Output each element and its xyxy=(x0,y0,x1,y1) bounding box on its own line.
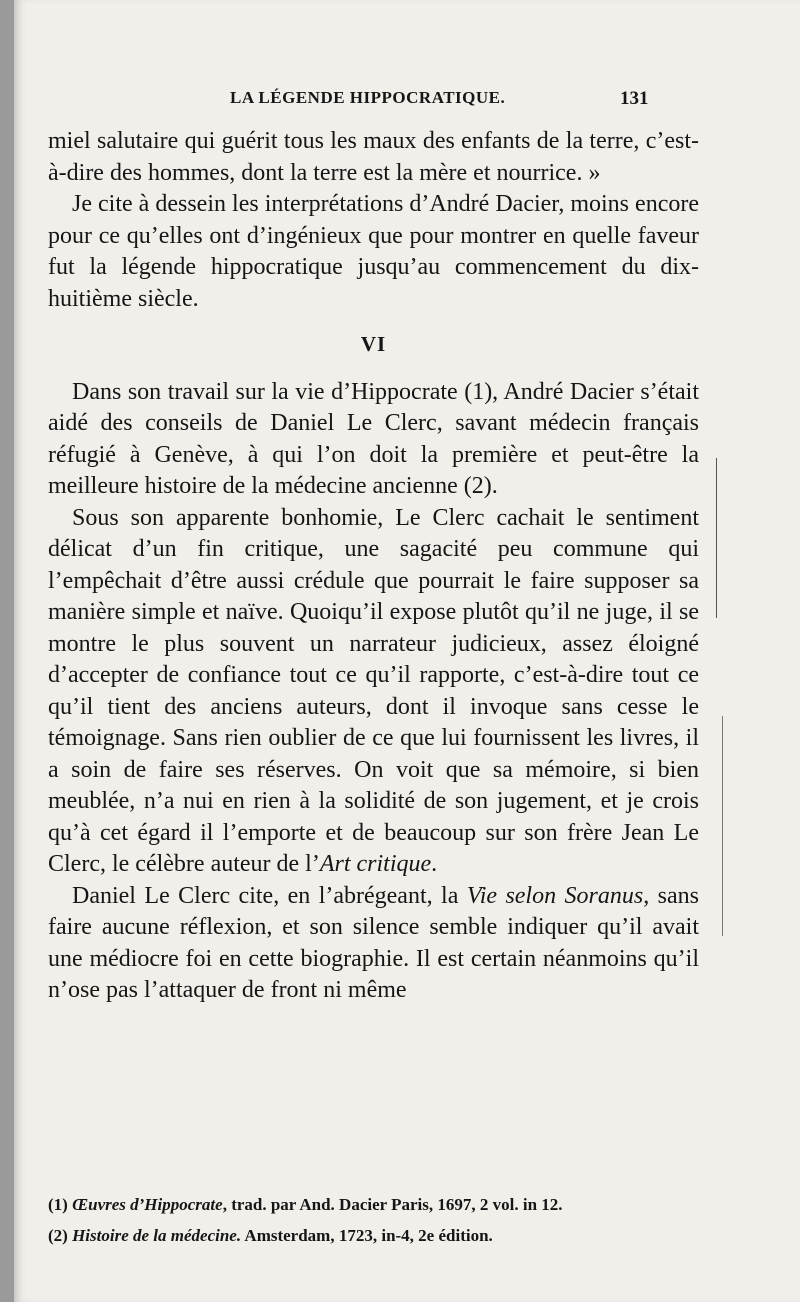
art-critique-title: Art critique xyxy=(319,851,432,877)
paragraph-5-rest: , sans faire aucune réflexion, et son silence semble indiquer qu’il avait une médiocre foi en cette biographie. Il est certain néanmoins qu’il n’ose pas l’attaquer de front ni même xyxy=(48,882,699,1003)
paragraph-5-start: Daniel Le Clerc cite, en l’abrégeant, la xyxy=(72,882,467,909)
vie-soranus-title: Vie selon Soranus xyxy=(466,882,644,909)
paragraph-4 xyxy=(48,503,699,881)
paragraph-2: Je cite à dessein les interprétations d’André Dacier, moins encore pour ce qu’elles ont d’ingénieux que pour montrer en quelle faveur fut la légende hippocratique jusqu’au commencement du dix-huitième siècle. xyxy=(48,191,699,312)
footnote-2 xyxy=(48,1223,699,1248)
page-header xyxy=(14,88,800,118)
footnote-1-rest: , trad. par And. Dacier Paris, 1697, 2 vol. in 12. xyxy=(222,1195,563,1214)
body-text xyxy=(48,126,699,1007)
period: . xyxy=(431,851,438,877)
page-number: 131 xyxy=(620,88,649,109)
footnote-2-title: Histoire de la médecine. xyxy=(72,1226,242,1245)
running-title: LA LÉGENDE HIPPOCRATIQUE. xyxy=(230,88,506,107)
paragraph-4-text: Sous son apparente bonhomie, Le Clerc cachait le sentiment délicat d’un fin critique, une sagacité peu commune qui l’empêchait d’être aussi crédule que pourrait le faire supposer sa manière simple et naïve. Quoiqu’il expose plutôt qu’il ne juge, il se montre le plus souvent un narrateur judicieux, assez éloigné d’accepter de confiance tout ce qu’il rapporte, c’est-à-dire tout ce qu’il tient des anciens auteurs, dont il invoque sans cesse le témoignage. Sans rien oublier de ce que lui fournissent les livres, il a soin de faire ses réserves. On voit que sa mémoire, si bien meublée, n’a nui en rien à la solidité de son jugement, et je crois qu’à cet égard il l’emporte et de beaucoup sur son frère Jean Le Clerc, le célèbre auteur de l’ xyxy=(48,504,699,877)
paragraph-5 xyxy=(48,881,699,1007)
margin-pencil-mark xyxy=(716,458,723,618)
paragraph-1: miel salutaire qui guérit tous les maux des enfants de la terre, c’est-à-dire des hommes, dont la terre est la mère et nourrice. » xyxy=(48,128,699,186)
footnote-2-marker: (2) xyxy=(48,1226,68,1245)
footnote-1-marker: (1) xyxy=(48,1195,68,1214)
footnotes xyxy=(48,1192,699,1254)
margin-pencil-mark-2 xyxy=(722,716,729,936)
book-page xyxy=(14,0,800,1302)
footnote-1 xyxy=(48,1192,699,1217)
paragraph-3: Dans son travail sur la vie d’Hippocrate (1), André Dacier s’était aidé des conseils de Daniel Le Clerc, savant médecin français réfugié à Genève, à qui l’on doit la première et peut-être la meilleure histoire de la médecine ancienne (2). xyxy=(48,378,699,499)
footnote-1-title: Œuvres d’Hippocrate xyxy=(72,1195,223,1214)
section-heading: VI xyxy=(360,332,387,356)
footnote-2-rest: Amsterdam, 1723, in-4, 2e édition. xyxy=(241,1226,493,1245)
